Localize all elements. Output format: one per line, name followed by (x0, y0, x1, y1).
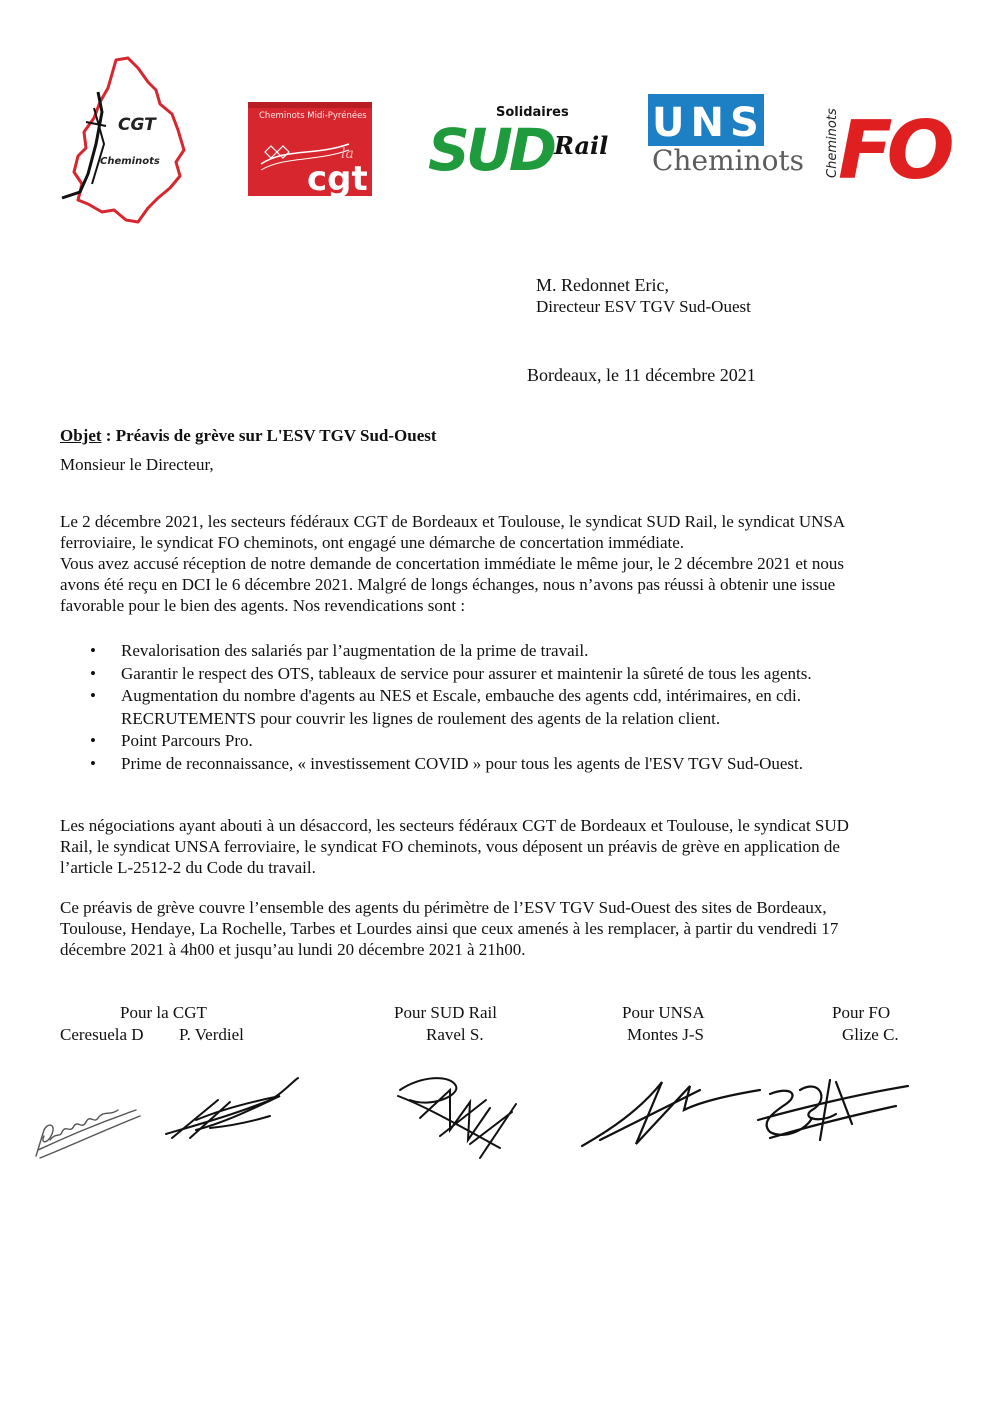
demand-item: • Revalorisation des salariés par l’augmentation de la prime de travail. (60, 640, 812, 663)
svg-text:SUD: SUD (428, 116, 554, 184)
svg-text:FO: FO (838, 104, 949, 197)
subject-label: Objet (60, 426, 102, 445)
recipient-block (536, 274, 751, 318)
paragraph-line: ferroviaire, le syndicat FO cheminots, ont engagé une démarche de concertation immédiate. (60, 533, 685, 552)
signature-verdiel (166, 1078, 298, 1138)
paragraph-line: avons été reçu en DCI le 6 décembre 2021. Malgré de longs échanges, nous n’avons pas réussi à obtenir une issue (60, 575, 836, 594)
demands-list (60, 640, 812, 775)
demand-item (60, 685, 812, 730)
signatory-org-unsa: Pour UNSA (622, 1003, 705, 1022)
svg-text:cgt: cgt (307, 159, 368, 199)
place-date: Bordeaux, le 11 décembre 2021 (527, 365, 756, 385)
signature-ravel (398, 1078, 516, 1158)
signatures-area (0, 1060, 994, 1200)
paragraph-scope (60, 897, 930, 960)
paragraph-line: favorable pour le bien des agents. Nos revendications sont : (60, 596, 466, 615)
signatory-name: Ceresuela D (60, 1025, 144, 1044)
signature-glize (758, 1080, 908, 1140)
signatory-org-cgt: Pour la CGT (120, 1003, 207, 1022)
svg-text:Solidaires: Solidaires (496, 105, 569, 120)
paragraph-line: Les négociations ayant abouti à un désaccord, les secteurs fédéraux CGT de Bordeaux et Toulouse, le syndicat SUD (60, 816, 849, 835)
demand-item-text: Augmentation du nombre d'agents au NES et Escale, embauche des agents cdd, intérimaires, en cdi. (121, 686, 802, 705)
svg-text:la: la (341, 146, 354, 162)
signatory-name: Montes J-S (627, 1025, 704, 1044)
svg-text:Rail: Rail (554, 131, 609, 160)
signature-montes (582, 1082, 760, 1146)
unsa-cheminots-logo (644, 90, 805, 177)
paragraph-line: Ce préavis de grève couvre l’ensemble des agents du périmètre de l’ESV TGV Sud-Ouest des sites de Bordeaux, (60, 898, 827, 917)
svg-text:Cheminots: Cheminots (825, 108, 840, 178)
svg-text:CGT: CGT (118, 115, 156, 135)
svg-text:Cheminots: Cheminots (100, 156, 160, 167)
signature-ceresuela (36, 1110, 140, 1158)
paragraph-line: l’article L-2512-2 du Code du travail. (60, 858, 316, 877)
demand-item: • Point Parcours Pro. (60, 730, 812, 753)
signatory-org-fo: Pour FO (832, 1003, 891, 1022)
sud-rail-logo (424, 96, 610, 184)
paragraph-line: Vous avez accusé réception de notre demande de concertation immédiate le même jour, le 2 décembre 2021 et nous (60, 554, 845, 573)
subject-line (60, 425, 437, 446)
signatory-org-sud: Pour SUD Rail (394, 1003, 497, 1022)
signatory-name: Glize C. (842, 1025, 899, 1044)
demand-item: • Garantir le respect des OTS, tableaux de service pour assurer et maintenir la sûreté de tous les agents. (60, 663, 812, 686)
paragraph-notice (60, 815, 930, 878)
signatory-name: P. Verdiel (179, 1025, 244, 1044)
demand-item: • Prime de reconnaissance, « investissement COVID » pour tous les agents de l'ESV TGV Sud-Ouest. (60, 753, 812, 776)
subject-text: Préavis de grève sur L'ESV TGV Sud-Ouest (115, 426, 437, 445)
subject-separator: : (101, 426, 116, 445)
salutation: Monsieur le Directeur, (60, 455, 214, 474)
signatory-name: Ravel S. (426, 1025, 484, 1044)
paragraph-line: Toulouse, Hendaye, La Rochelle, Tarbes et Lourdes ainsi que ceux amenés à les remplacer, à partir du vendredi 17 (60, 919, 839, 938)
fo-cheminots-logo (818, 84, 949, 197)
svg-text:UNSA: UNSA (652, 100, 802, 146)
recipient-title: Directeur ESV TGV Sud-Ouest (536, 297, 751, 316)
paragraph-line: décembre 2021 à 4h00 et jusqu’au lundi 20 décembre 2021 à 21h00. (60, 940, 526, 959)
recipient-name: M. Redonnet Eric, (536, 275, 669, 295)
paragraph-line: Rail, le syndicat UNSA ferroviaire, le syndicat FO cheminots, vous déposent un préavis de grève en application de (60, 837, 840, 856)
cgt-cheminots-logo (56, 52, 188, 228)
demand-item-continuation: RECRUTEMENTS pour couvrir les lignes de roulement des agents de la relation client. (121, 708, 721, 728)
cgt-midi-pyrenees-logo (245, 100, 375, 198)
paragraph-intro (60, 511, 930, 616)
svg-text:Cheminots Midi-Pyrénées: Cheminots Midi-Pyrénées (259, 111, 367, 121)
paragraph-line: Le 2 décembre 2021, les secteurs fédéraux CGT de Bordeaux et Toulouse, le syndicat SUD Rail, le syndicat UNSA (60, 512, 846, 531)
svg-text:Cheminots: Cheminots (652, 144, 805, 177)
